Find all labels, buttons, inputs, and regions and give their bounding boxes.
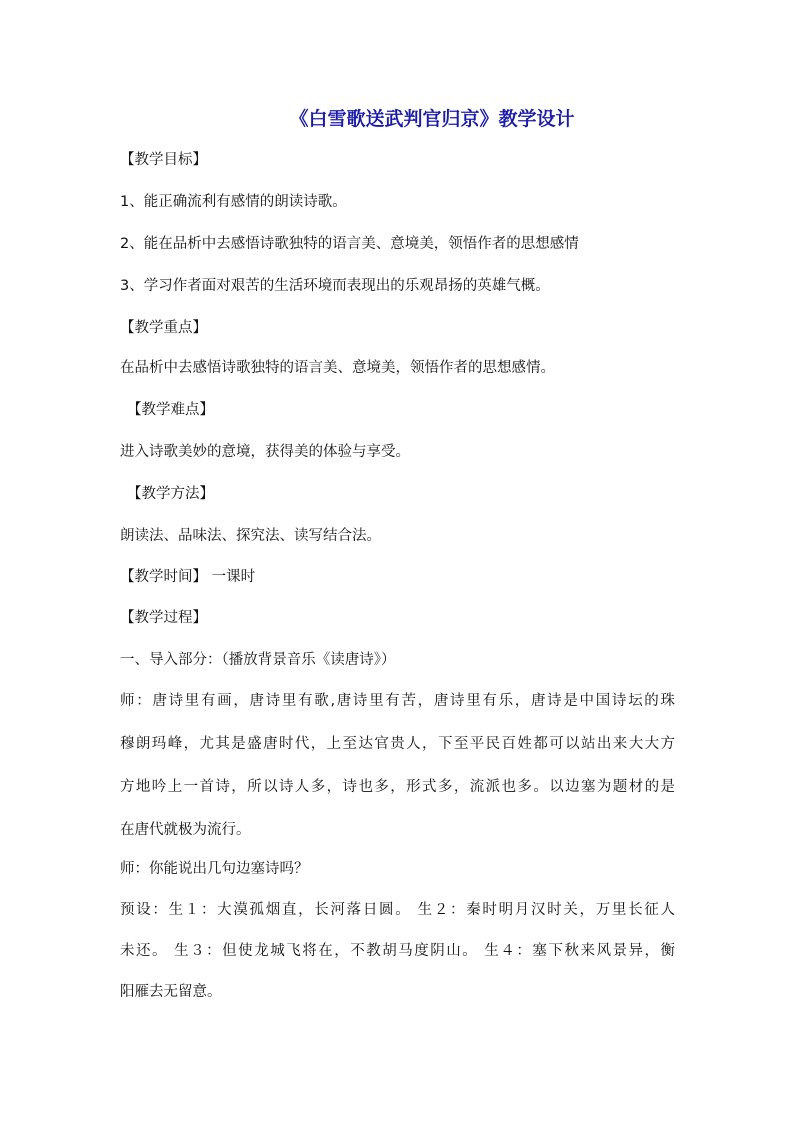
method-text: 朗读法、品味法、探究法、读写结合法。 bbox=[120, 528, 381, 544]
difficulty-heading: 【教学难点】 bbox=[127, 402, 214, 418]
paragraph-line: 未还。 生３：但使龙城飞将在，不教胡马度阴山。 生４：塞下秋来风景异，衡 bbox=[120, 943, 675, 959]
objective-1: 1、能正确流利有感情的朗读诗歌。 bbox=[120, 194, 347, 210]
process-heading: 【教学过程】 bbox=[120, 610, 207, 626]
document-title: 《白雪歌送武判官归京》教学设计 bbox=[289, 108, 575, 130]
paragraph-line: 师：唐诗里有画，唐诗里有歌,唐诗里有苦，唐诗里有乐，唐诗是中国诗坛的珠 bbox=[120, 693, 675, 709]
teacher-paragraph bbox=[120, 691, 675, 840]
objectives-heading: 【教学目标】 bbox=[120, 152, 207, 168]
difficulty-text: 进入诗歌美妙的意境，获得美的体验与享受。 bbox=[120, 444, 410, 460]
paragraph-line: 阳雁去无留意。 bbox=[120, 984, 222, 1000]
focus-text: 在品析中去感悟诗歌独特的语言美、意境美，领悟作者的思想感情。 bbox=[120, 360, 555, 376]
objective-3: 3、学习作者面对艰苦的生活环境而表现出的乐观昂扬的英雄气概。 bbox=[120, 278, 550, 294]
time-line: 【教学时间】 一课时 bbox=[120, 569, 256, 585]
preset-paragraph bbox=[120, 900, 675, 1002]
paragraph-line: 方地吟上一首诗，所以诗人多，诗也多，形式多，流派也多。以边塞为题材的是 bbox=[120, 779, 675, 795]
objective-2: 2、能在品析中去感悟诗歌独特的语言美、意境美，领悟作者的思想感情 bbox=[120, 236, 579, 252]
method-heading: 【教学方法】 bbox=[127, 486, 214, 502]
paragraph-line: 在唐代就极为流行。 bbox=[120, 822, 251, 838]
teacher-question: 师：你能说出几句边塞诗吗？ bbox=[120, 861, 309, 877]
paragraph-line: 穆朗玛峰，尤其是盛唐时代，上至达官贵人，下至平民百姓都可以站出来大大方 bbox=[120, 736, 675, 752]
focus-heading: 【教学重点】 bbox=[120, 320, 207, 336]
paragraph-line: 预设：生１：大漠孤烟直，长河落日圆。 生２：秦时明月汉时关，万里长征人 bbox=[120, 902, 675, 918]
intro-heading: 一、导入部分：（播放背景音乐《读唐诗》） bbox=[120, 652, 396, 668]
